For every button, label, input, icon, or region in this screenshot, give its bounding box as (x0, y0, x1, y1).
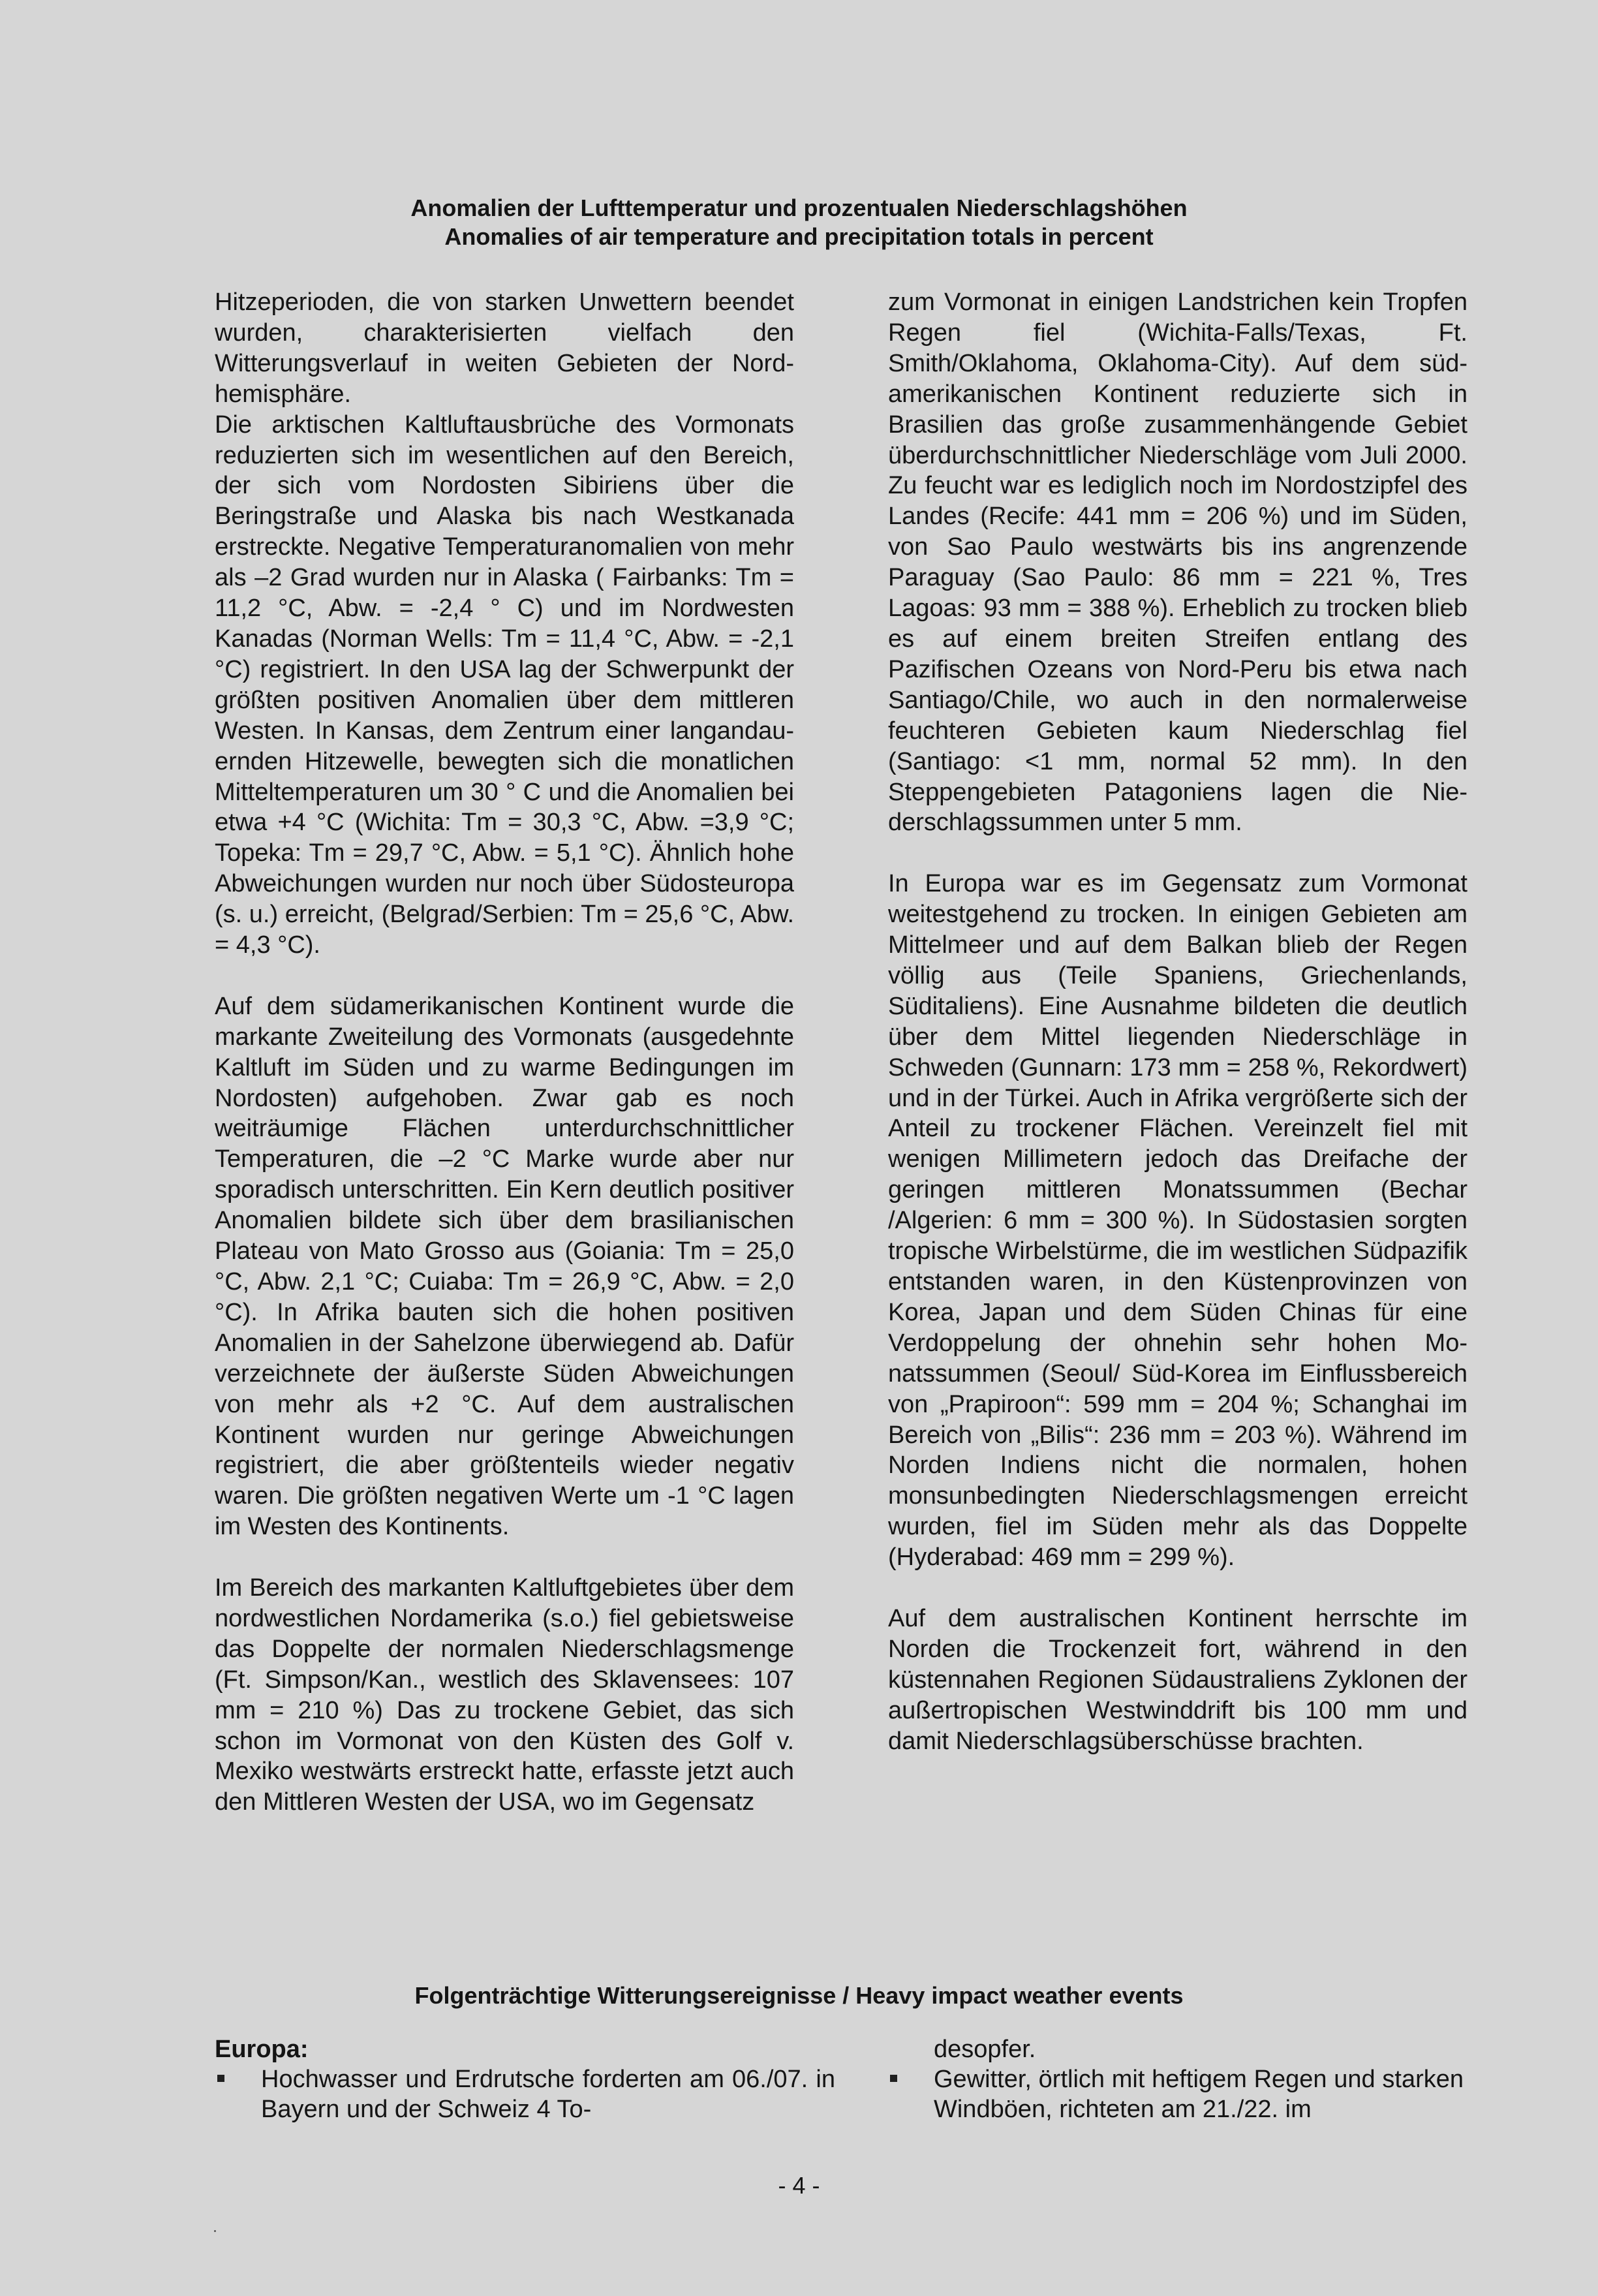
heading-german: Anomalien der Lufttemperatur und prozentualen Niederschlagshöhen (410, 194, 1188, 221)
scan-speck (214, 2230, 216, 2232)
left-paragraph-3: Auf dem südamerikanischen Kontinent wurde die markante Zweiteilung des Vormonats (ausgedehnte Kaltluft im Süden und zu warme Bedingungen im Nordosten) aufgehoben. Zwar gab es noch weiträumige Flächen unterdurchschnittlicher Temperaturen, die –2 °C Marke wurde aber nur sporadisch unterschritten. Ein Kern deutlich positiver Anomalien bildete sich über dem brasilianischen Plateau von Mato Grosso aus (Goiania: Tm = 25,0 °C, Abw. 2,1 °C; Cuiaba: Tm = 26,9 °C, Abw. = 2,0 °C). In Afrika bauten sich die hohen positiven Anomalien in der Sahelzone überwiegend ab. Dafür verzeichnete der äußerste Süden Abweichungen von mehr als +2 °C. Auf dem australischen Kontinent wurden nur geringe Abweichungen registriert, die aber größtenteils wieder negativ waren. Die größten negativen Werte um -1 °C lagen im Westen des Kontinents. (215, 992, 794, 1541)
right-paragraph-3: Auf dem australischen Kontinent herrschte im Norden die Trockenzeit fort, während in den küstennahen Regionen Südaustraliens Zyklonen der außertropischen Westwinddrift bis 100 mm und damit Niederschlagsüberschüsse brachten. (888, 1604, 1467, 1755)
event-bullet-2 (934, 2064, 1464, 2124)
event-bullet-1-continued: desopfer. (934, 2036, 1036, 2063)
left-paragraph-4: Im Bereich des markanten Kaltluftgebietes über dem nordwestlichen Nordamerika (s.o.) fiel gebietsweise das Doppelte der normalen Niederschlagsmenge (Ft. Simpson/Kan., westlich des Sklavensees: 107 mm = 210 %) Das zu trockene Gebiet, das sich schon im Vormonat von den Küsten des Golf v. Mexiko westwärts erstreckt hatte, erfasste jetzt auch den Mittleren Westen der USA, wo im Gegensatz (215, 1574, 794, 1816)
right-paragraph-2: In Europa war es im Gegensatz zum Vormonat weitestgehend zu trocken. In einigen Gebieten am Mittelmeer und auf dem Balkan blieb der Regen völlig aus (Teile Spaniens, Griechenlands, Süditaliens). Eine Ausnahme bildeten die deutlich über dem Mittel liegenden Niederschläge in Schweden (Gunnarn: 173 mm = 258 %, Rekordwert) und in der Türkei. Auch in Afrika vergrößerte sich der Anteil zu trockener Flächen. Vereinzelt fiel mit wenigen Millimetern jedoch das Dreifache der geringen mittleren Monatssummen (Bechar /Algerien: 6 mm = 300 %). In Südostasien sorgten tropische Wirbelstürme, die im westlichen Südpazifik entstanden waren, in den Küstenprovinzen von Korea, Japan und dem Süden Chinas für eine Verdoppelung der ohnehin sehr hohen Monatssummen (Seoul/ Süd-Korea im Einflussbereich von „Prapiroon“: 599 mm = 204 %; Schanghai im Bereich von „Bilis“: 236 mm = 203 %). Während im Norden Indiens nicht die normalen, hohen monsunbedingten Niederschlagsmengen erreicht wurden, fiel im Süden mehr als das Doppelte (Hyderabad: 469 mm = 299 %). (888, 870, 1467, 1572)
right-column (888, 287, 1467, 1756)
left-column (215, 287, 794, 1818)
page-number: - 4 - (778, 2172, 820, 2199)
region-label-europa: Europa: (215, 2036, 309, 2063)
right-paragraph-1: zum Vormonat in einigen Landstrichen kein Tropfen Regen fiel (Wichita-Falls/Texas, Ft. Smith/Oklahoma, Oklahoma-City). Auf dem südamerikanischen Kontinent reduzierte sich in Brasilien das große zusammenhängende Gebiet überdurchschnittlicher Niederschläge vom Juli 2000. Zu feucht war es lediglich noch im Nordostzipfel des Landes (Recife: 441 mm = 206 %) und im Süden, von Sao Paulo westwärts bis ins angrenzende Paraguay (Sao Paulo: 86 mm = 221 %, Tres Lagoas: 93 mm = 388 %). Erheblich zu trocken blieb es auf einem breiten Streifen entlang des Pazifischen Ozeans von Nord-Peru bis etwa nach Santiago/Chile, wo auch in den normalerweise feuchteren Gebieten kaum Niederschlag fiel (Santiago: <1 mm, normal 52 mm). In den Steppengebieten Patagoniens lagen die Niederschlagssummen unter 5 mm. (888, 288, 1467, 837)
event-bullet-1 (261, 2064, 835, 2124)
heading-english: Anomalies of air temperature and precipitation totals in percent (444, 223, 1154, 250)
bullet-marker-icon (217, 2075, 224, 2082)
event-bullet-1-text: Hochwasser und Erdrutsche forderten am 06./07. in Bayern und der Schweiz 4 To- (261, 2066, 835, 2123)
left-paragraph-2: Die arktischen Kaltluftausbrüche des Vormonats reduzierten sich im wesentlichen auf den Bereich, der sich vom Nordosten Sibiriens über die Beringstraße und Alaska bis nach Westkanada erstreckte. Negative Temperaturanomalien von mehr als –2 Grad wurden nur in Alaska ( Fairbanks: Tm = 11,2 °C, Abw. = -2,4 ° C) und im Nordwesten Kanadas (Norman Wells: Tm = 11,4 °C, Abw. = -2,1 °C) registriert. In den USA lag der Schwerpunkt der größten positiven Anomalien über dem mittleren Westen. In Kansas, dem Zentrum einer langandauernden Hitzewelle, bewegten sich die monatlichen Mitteltemperaturen um 30 ° C und die Anomalien bei etwa +4 °C (Wichita: Tm = 30,3 °C, Abw. =3,9 °C; Topeka: Tm = 29,7 °C, Abw. = 5,1 °C). Ähnlich hohe Abweichungen wurden nur noch über Südosteuropa (s. u.) erreicht, (Belgrad/Serbien: Tm = 25,6 °C, Abw. = 4,3 °C). (215, 411, 794, 959)
events-heading: Folgenträchtige Witterungsereignisse / Heavy impact weather events (414, 1982, 1184, 2009)
left-paragraph-1: Hitzeperioden, die von starken Unwettern beendet wurden, charakterisierten vielfach den Witterungsverlauf in weiten Gebieten der Nordhemisphäre. (215, 288, 794, 408)
event-bullet-2-text: Gewitter, örtlich mit heftigem Regen und starken Windböen, richteten am 21./22. im (934, 2066, 1464, 2123)
bullet-marker-icon (890, 2075, 897, 2082)
